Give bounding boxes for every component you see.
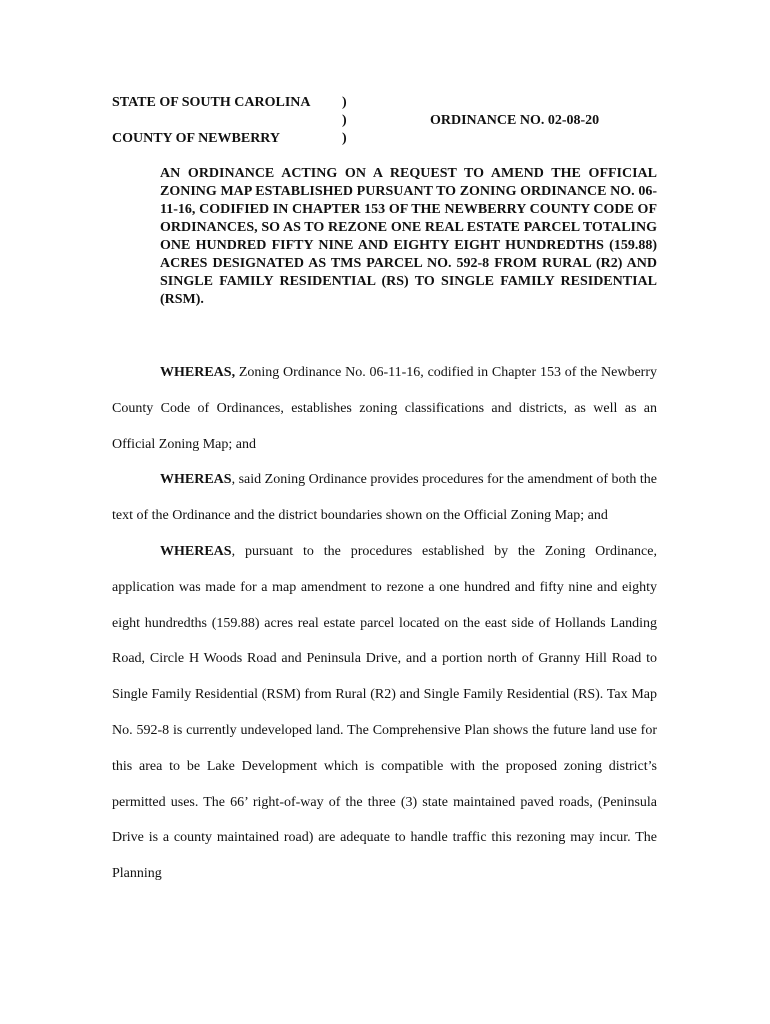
caption-paren-3: )	[342, 131, 347, 146]
whereas-paragraph-3	[112, 534, 657, 892]
paragraph-text: , said Zoning Ordinance provides procedures for the amendment of both the text of the Ordinance and the district boundaries shown on the Official Zoning Map; and	[112, 472, 657, 524]
caption-county: COUNTY OF NEWBERRY	[112, 131, 281, 146]
whereas-paragraph-1	[112, 355, 657, 462]
whereas-paragraph-2	[112, 462, 657, 534]
ordinance-title: AN ORDINANCE ACTING ON A REQUEST TO AMEND THE OFFICIAL ZONING MAP ESTABLISHED PURSUANT TO ZONING ORDINANCE NO. 06-11-16, CODIFIED IN CHAPTER 153 OF THE NEWBERRY COUNTY CODE OF ORDINANCES, SO AS TO REZONE ONE REAL ESTATE PARCEL TOTALING ONE HUNDRED FIFTY NINE AND EIGHTY EIGHT HUNDREDTHS (159.88) ACRES DESIGNATED AS TMS PARCEL NO. 592-8 FROM RURAL (R2) AND SINGLE FAMILY RESIDENTIAL (RS) TO SINGLE FAMILY RESIDENTIAL (RSM).	[160, 166, 657, 307]
case-caption	[112, 94, 347, 148]
whereas-lead: WHEREAS	[160, 472, 232, 488]
ordinance-body	[112, 355, 657, 892]
whereas-lead: WHEREAS,	[160, 365, 236, 380]
paragraph-text: Zoning Ordinance No. 06-11-16, codified in Chapter 153 of the Newberry County Code of Ordinances, establishes zoning classifications and districts, as well as an Official Zoning Map; and	[112, 365, 657, 452]
caption-state-row	[112, 94, 347, 112]
caption-paren-1: )	[342, 95, 347, 110]
caption-paren-2: )	[342, 113, 347, 128]
whereas-lead: WHEREAS	[160, 543, 232, 559]
caption-state: STATE OF SOUTH CAROLINA	[112, 95, 311, 110]
caption-county-row	[112, 130, 347, 148]
ordinance-number: ORDINANCE NO. 02-08-20	[430, 113, 600, 128]
paragraph-text: , pursuant to the procedures established by the Zoning Ordinance, application was made for a map amendment to rezone a one hundred and fifty nine and eighty eight hundredths (159.88) acres real estate parcel located on the east side of Hollands Landing Road, Circle H Woods Road and Peninsula Drive, and a portion north of Granny Hill Road to Single Family Residential (RSM) from Rural (R2) and Single Family Residential (RS). Tax Map No. 592-8 is currently undeveloped land. The Comprehensive Plan shows the future land use for this area to be Lake Development which is compatible with the proposed zoning district’s permitted uses. The 66’ right-of-way of the three (3) state maintained paved roads, (Peninsula Drive is a county maintained road) are adequate to handle traffic this rezoning may incur. The Planning	[112, 543, 657, 882]
caption-middle-row	[112, 112, 347, 130]
